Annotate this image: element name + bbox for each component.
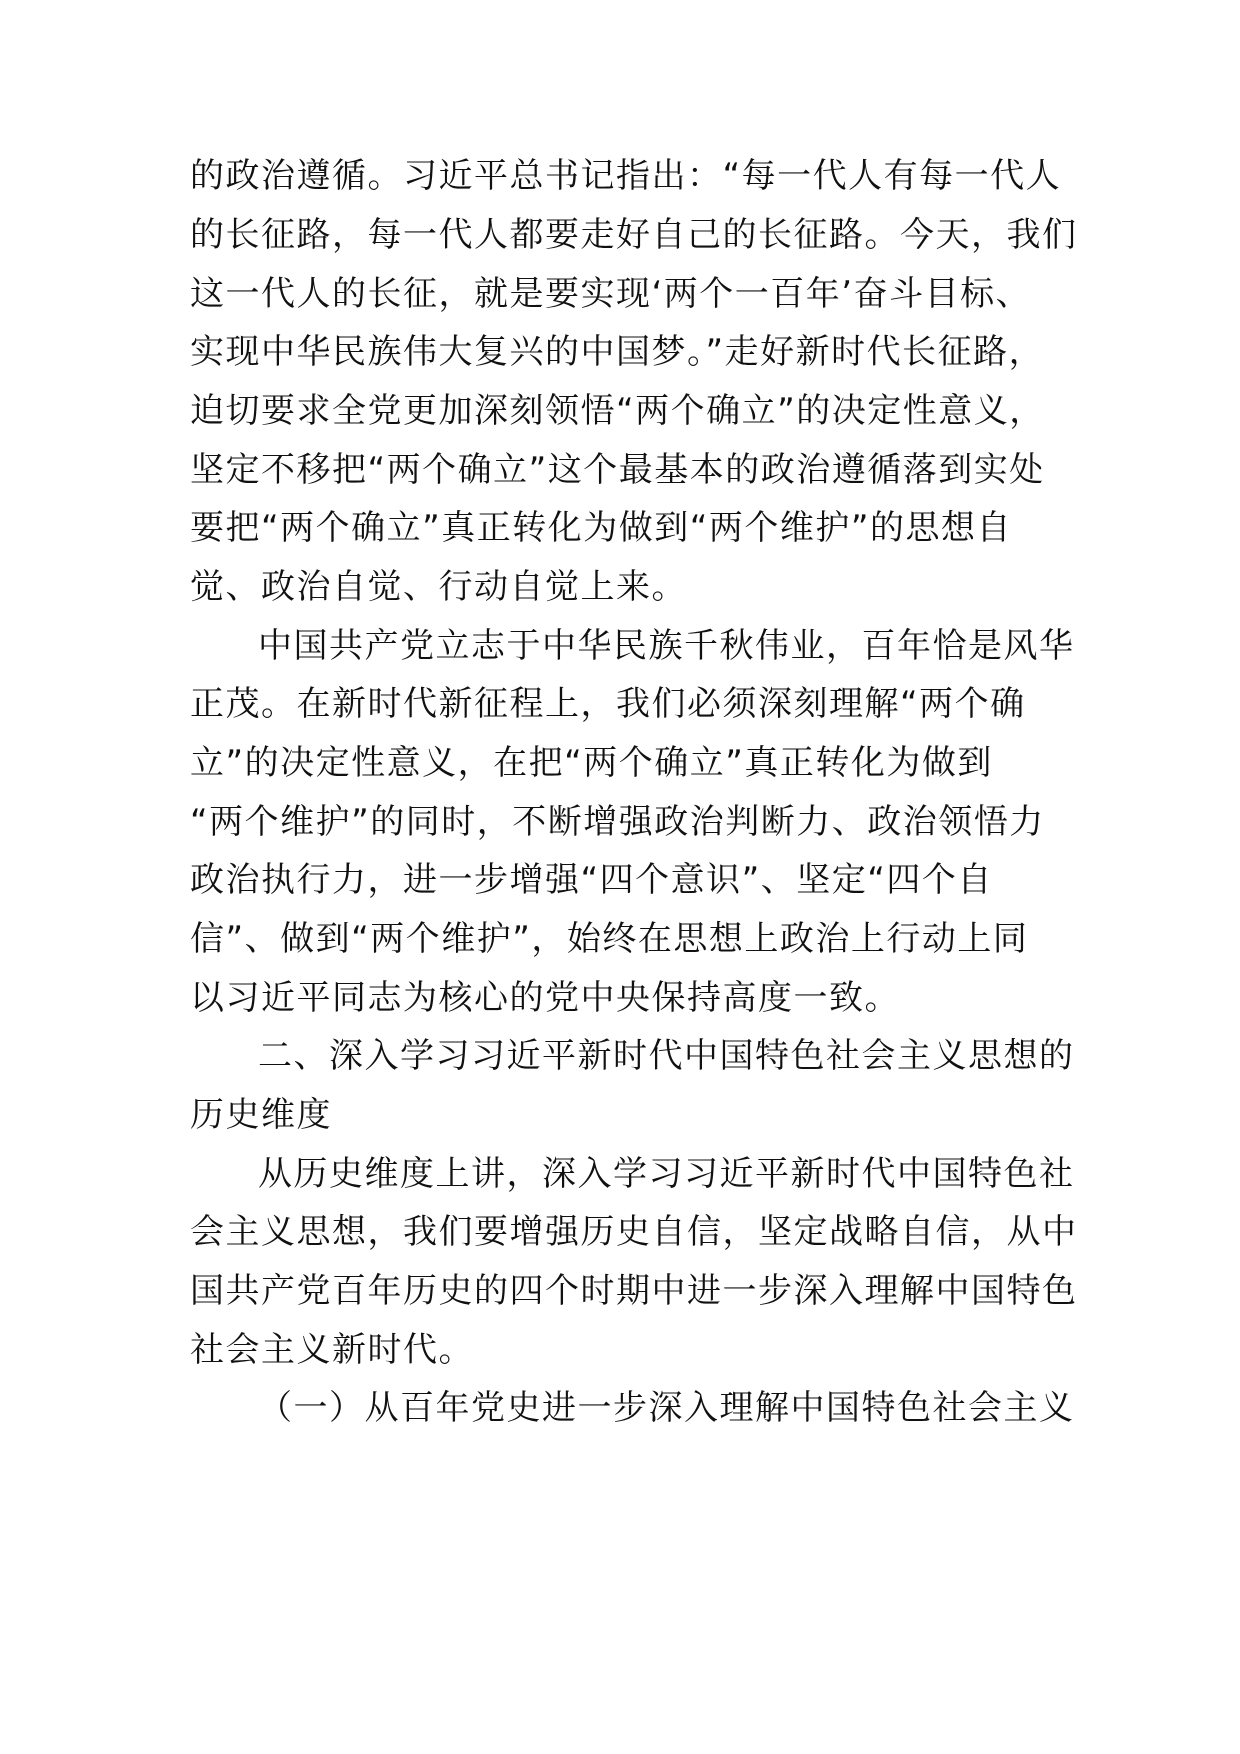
paragraph-1-line-7: 要把“两个确立”真正转化为做到“两个维护”的思想自 (190, 508, 1012, 548)
paragraph-2-line-3: 立”的决定性意义，在把“两个确立”真正转化为做到 (190, 743, 993, 783)
subsection-heading-1: （一）从百年党史进一步深入理解中国特色社会主义 (258, 1388, 1075, 1428)
paragraph-1-line-4: 实现中华民族伟大复兴的中国梦。”走好新时代长征路， (190, 332, 1045, 372)
paragraph-3-line-3: 国共产党百年历史的四个时期中进一步深入理解中国特色 (190, 1271, 1078, 1311)
paragraph-1-line-5: 迫切要求全党更加深刻领悟“两个确立”的决定性意义， (190, 391, 1045, 431)
paragraph-1-line-3: 这一代人的长征，就是要实现‘两个一百年’奋斗目标、 (190, 274, 1032, 314)
paragraph-2-line-4: “两个维护”的同时，不断增强政治判断力、政治领悟力 (190, 802, 1045, 842)
paragraph-3-line-1: 从历史维度上讲，深入学习习近平新时代中国特色社 (258, 1154, 1075, 1194)
section-heading-2-line-2: 历史维度 (190, 1095, 332, 1135)
paragraph-3-line-2: 会主义思想，我们要增强历史自信，坚定战略自信，从中 (190, 1212, 1078, 1252)
paragraph-3-line-4: 社会主义新时代。 (190, 1330, 474, 1370)
paragraph-2-line-1: 中国共产党立志于中华民族千秋伟业，百年恰是风华 (258, 626, 1075, 666)
paragraph-2-line-7: 以习近平同志为核心的党中央保持高度一致。 (190, 978, 900, 1018)
paragraph-2-line-5: 政治执行力，进一步增强“四个意识”、坚定“四个自 (190, 860, 993, 900)
section-heading-2-line-1: 二、深入学习习近平新时代中国特色社会主义思想的 (258, 1036, 1075, 1076)
paragraph-1-line-1: 的政治遵循。习近平总书记指出：“每一代人有每一代人 (190, 156, 1062, 196)
paragraph-2-line-2: 正茂。在新时代新征程上，我们必须深刻理解“两个确 (190, 684, 1026, 724)
paragraph-1-line-2: 的长征路，每一代人都要走好自己的长征路。今天，我们 (190, 215, 1078, 255)
paragraph-2-line-6: 信”、做到“两个维护”，始终在思想上政治上行动上同 (190, 919, 1029, 959)
paragraph-1-line-6: 坚定不移把“两个确立”这个最基本的政治遵循落到实处 (190, 450, 1045, 490)
paragraph-1-line-8: 觉、政治自觉、行动自觉上来。 (190, 567, 687, 607)
